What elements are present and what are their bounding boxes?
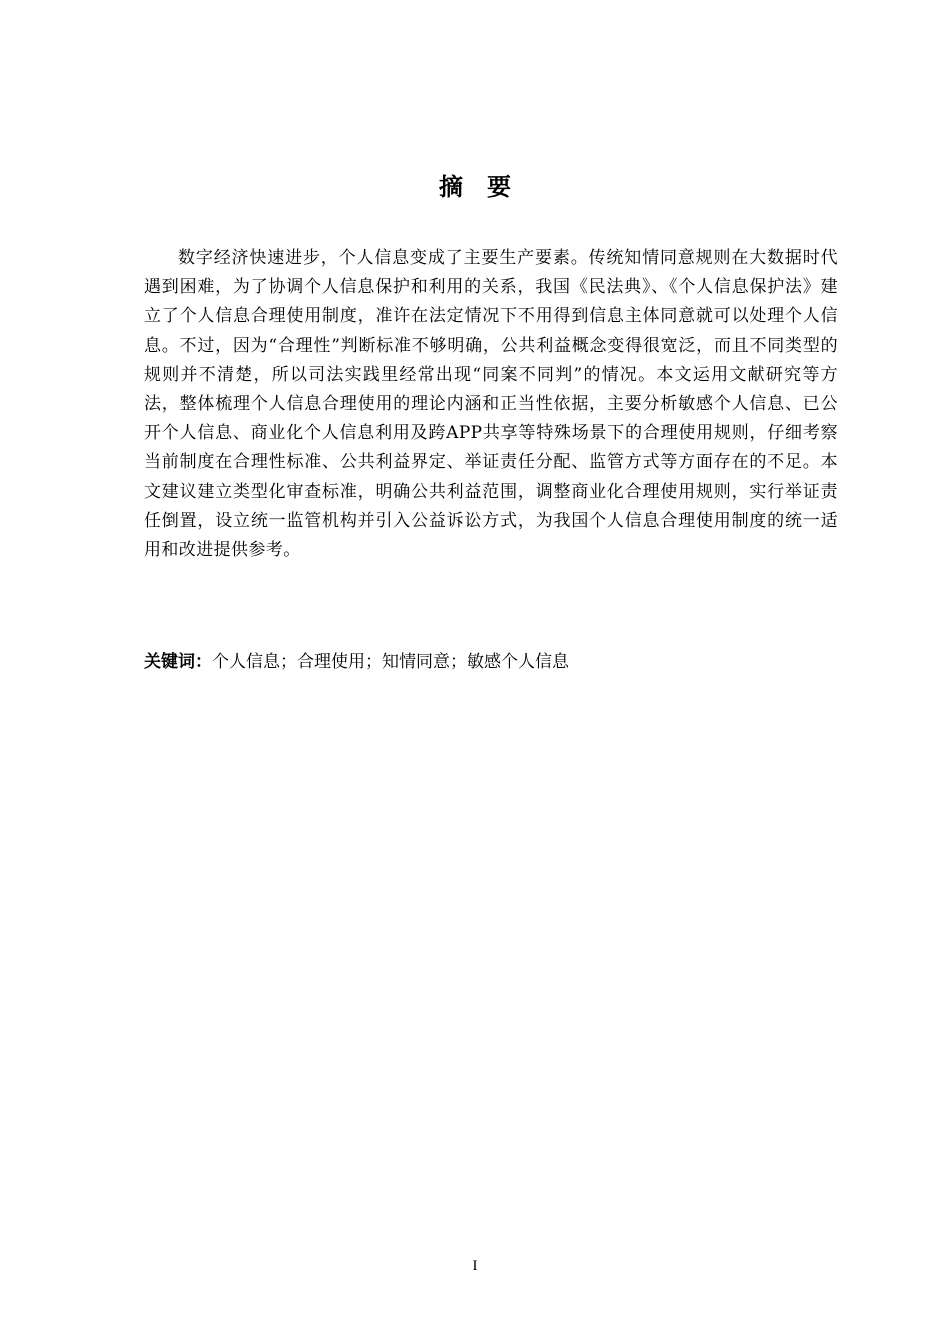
- page-number: I: [472, 1258, 478, 1274]
- keywords-label: 关键词：: [144, 652, 212, 672]
- abstract-body: 数字经济快速进步，个人信息变成了主要生产要素。传统知情同意规则在大数据时代遇到困难，为了协调个人信息保护和利用的关系，我国《民法典》、《个人信息保护法》建立了个人信息合理使用制度，准许在法定情况下不用得到信息主体同意就可以处理个人信息。不过，因为“合理性”判断标准不够明确，公共利益概念变得很宽泛，而且不同类型的规则并不清楚，所以司法实践里经常出现“同案不同判”的情况。本文运用文献研究等方法，整体梳理个人信息合理使用的理论内涵和正当性依据，主要分析敏感个人信息、已公开个人信息、商业化个人信息利用及跨APP共享等特殊场景下的合理使用规则，仔细考察当前制度在合理性标准、公共利益界定、举证责任分配、监管方式等方面存在的不足。本文建议建立类型化审查标准，明确公共利益范围，调整商业化合理使用规则，实行举证责任倒置，设立统一监管机构并引入公益诉讼方式，为我国个人信息合理使用制度的统一适用和改进提供参考。: [144, 248, 838, 561]
- keywords-line: [144, 648, 838, 677]
- keywords-value: 个人信息；合理使用；知情同意；敏感个人信息: [212, 652, 569, 672]
- abstract-title: 摘要: [439, 173, 535, 201]
